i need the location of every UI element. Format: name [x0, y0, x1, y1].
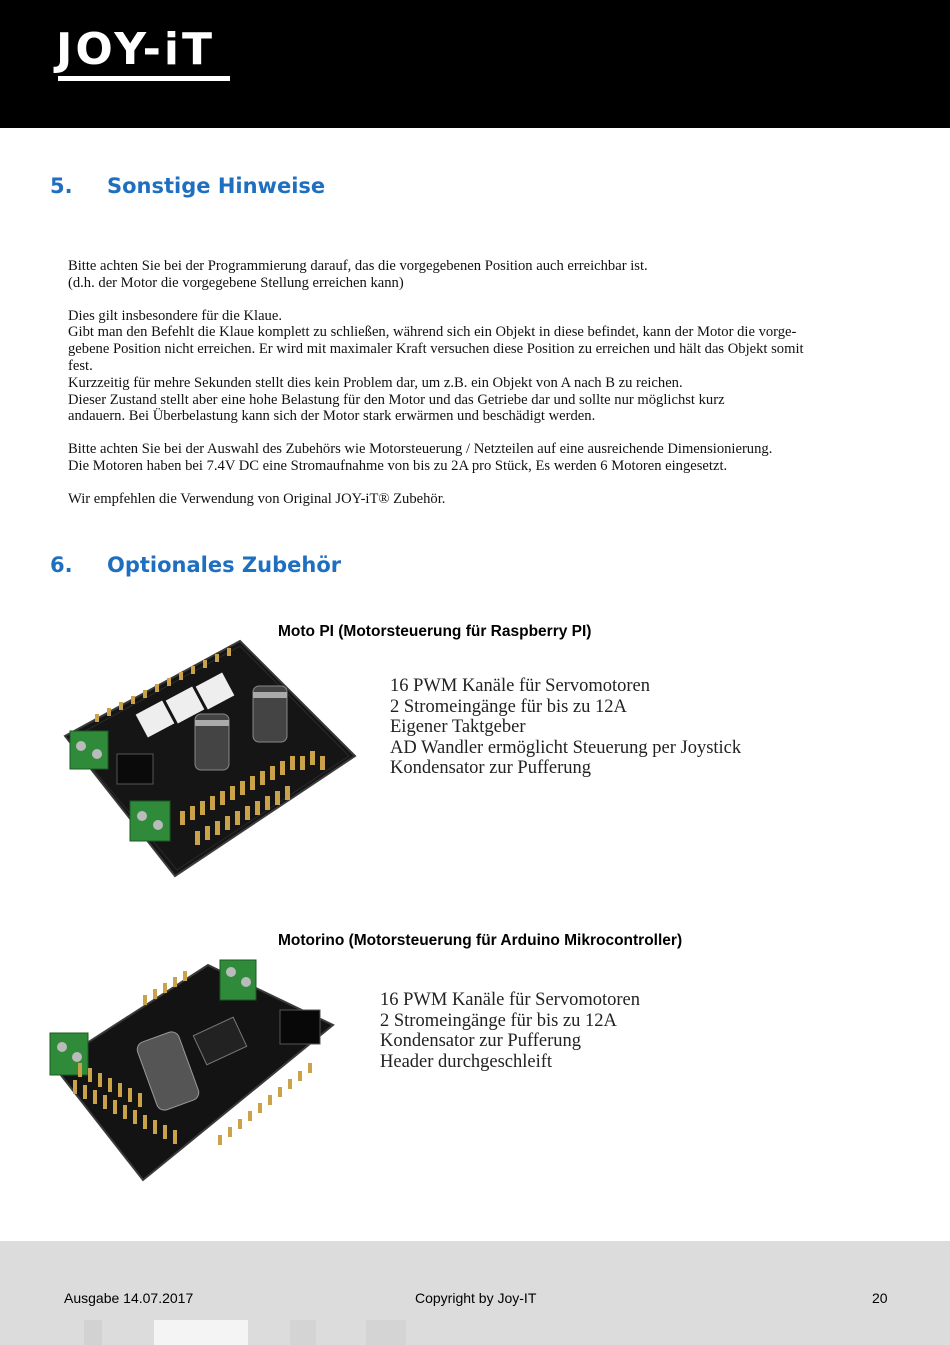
body-line: Gibt man den Befehlt die Klaue komplett zu schließen, während sich ein Objekt in diese befindet, kann der Motor die vorge-	[68, 324, 797, 341]
logo-underline	[58, 76, 230, 81]
motorino-board-image	[48, 955, 340, 1187]
body-line: Bitte achten Sie bei der Auswahl des Zubehörs wie Motorsteuerung / Netzteilen auf eine ausreichende Dimensionierung.	[68, 441, 773, 458]
section-6-title: Optionales Zubehör	[107, 553, 342, 577]
feature-item: Eigener Taktgeber	[390, 717, 526, 737]
body-line: Kurzzeitig für mehre Sekunden stellt dies kein Problem dar, um z.B. ein Objekt von A nach B zu reichen.	[68, 374, 683, 391]
body-line: gebene Position nicht erreichen. Er wird mit maximaler Kraft versuchen diese Position zu erreichen und hält das Objekt somit	[68, 341, 804, 358]
moto-pi-board-image	[55, 636, 360, 884]
moto-pi-title: Moto PI (Motorsteuerung für Raspberry PI)	[278, 623, 592, 640]
feature-item: AD Wandler ermöglicht Steuerung per Joystick	[390, 737, 742, 758]
section-5-heading	[50, 174, 325, 198]
page-header	[0, 0, 950, 128]
section-5-body	[68, 258, 888, 508]
joy-it-logo	[56, 26, 232, 84]
feature-item: Header durchgeschleift	[380, 1051, 553, 1072]
footer-decor-block	[366, 1320, 406, 1345]
section-6-heading	[50, 553, 341, 577]
body-line: andauern. Bei Überbelastung kann sich der Motor stark erwärmen und beschädigt werden.	[68, 408, 596, 425]
body-line: Die Motoren haben bei 7.4V DC eine Stromaufnahme von bis zu 2A pro Stück, Es werden 6 Motoren eingesetzt.	[68, 457, 728, 474]
body-line: Wir empfehlen die Verwendung von Original JOY-iT® Zubehör.	[68, 490, 446, 507]
body-line: (d.h. der Motor die vorgegebene Stellung erreichen kann)	[68, 274, 404, 291]
motorino-title: Motorino (Motorsteuerung für Arduino Mikrocontroller)	[278, 932, 683, 949]
logo-text: JOY-iT	[56, 24, 215, 75]
footer-page-number: 20	[872, 1290, 888, 1306]
footer-decor-block	[290, 1320, 316, 1345]
body-line: Bitte achten Sie bei der Programmierung darauf, das die vorgegebenen Position auch erreichbar ist.	[68, 258, 648, 274]
body-line: Dieser Zustand stellt aber eine hohe Belastung für den Motor und das Getriebe dar und sollte nur möglichst kurz	[68, 391, 725, 408]
feature-item: 16 PWM Kanäle für Servomotoren	[380, 990, 640, 1010]
section-5-number: 5.	[50, 174, 73, 198]
feature-item: Kondensator zur Pufferung	[380, 1031, 582, 1051]
section-5-title: Sonstige Hinweise	[107, 174, 326, 198]
feature-item: 16 PWM Kanäle für Servomotoren	[390, 676, 650, 696]
body-line: Dies gilt insbesondere für die Klaue.	[68, 307, 282, 324]
motorino-feature-list	[380, 990, 640, 1072]
footer-decor-block	[154, 1320, 248, 1345]
body-line: fest.	[68, 357, 93, 374]
feature-item: 2 Stromeingänge für bis zu 12A	[390, 696, 627, 717]
footer-copyright: Copyright by Joy-IT	[415, 1290, 537, 1306]
footer-decor-block	[84, 1320, 102, 1345]
moto-pi-feature-list	[390, 676, 741, 779]
section-6-number: 6.	[50, 553, 73, 577]
feature-item: 2 Stromeingänge für bis zu 12A	[380, 1010, 617, 1031]
feature-item: Kondensator zur Pufferung	[390, 758, 592, 778]
footer-edition: Ausgabe 14.07.2017	[64, 1290, 194, 1306]
